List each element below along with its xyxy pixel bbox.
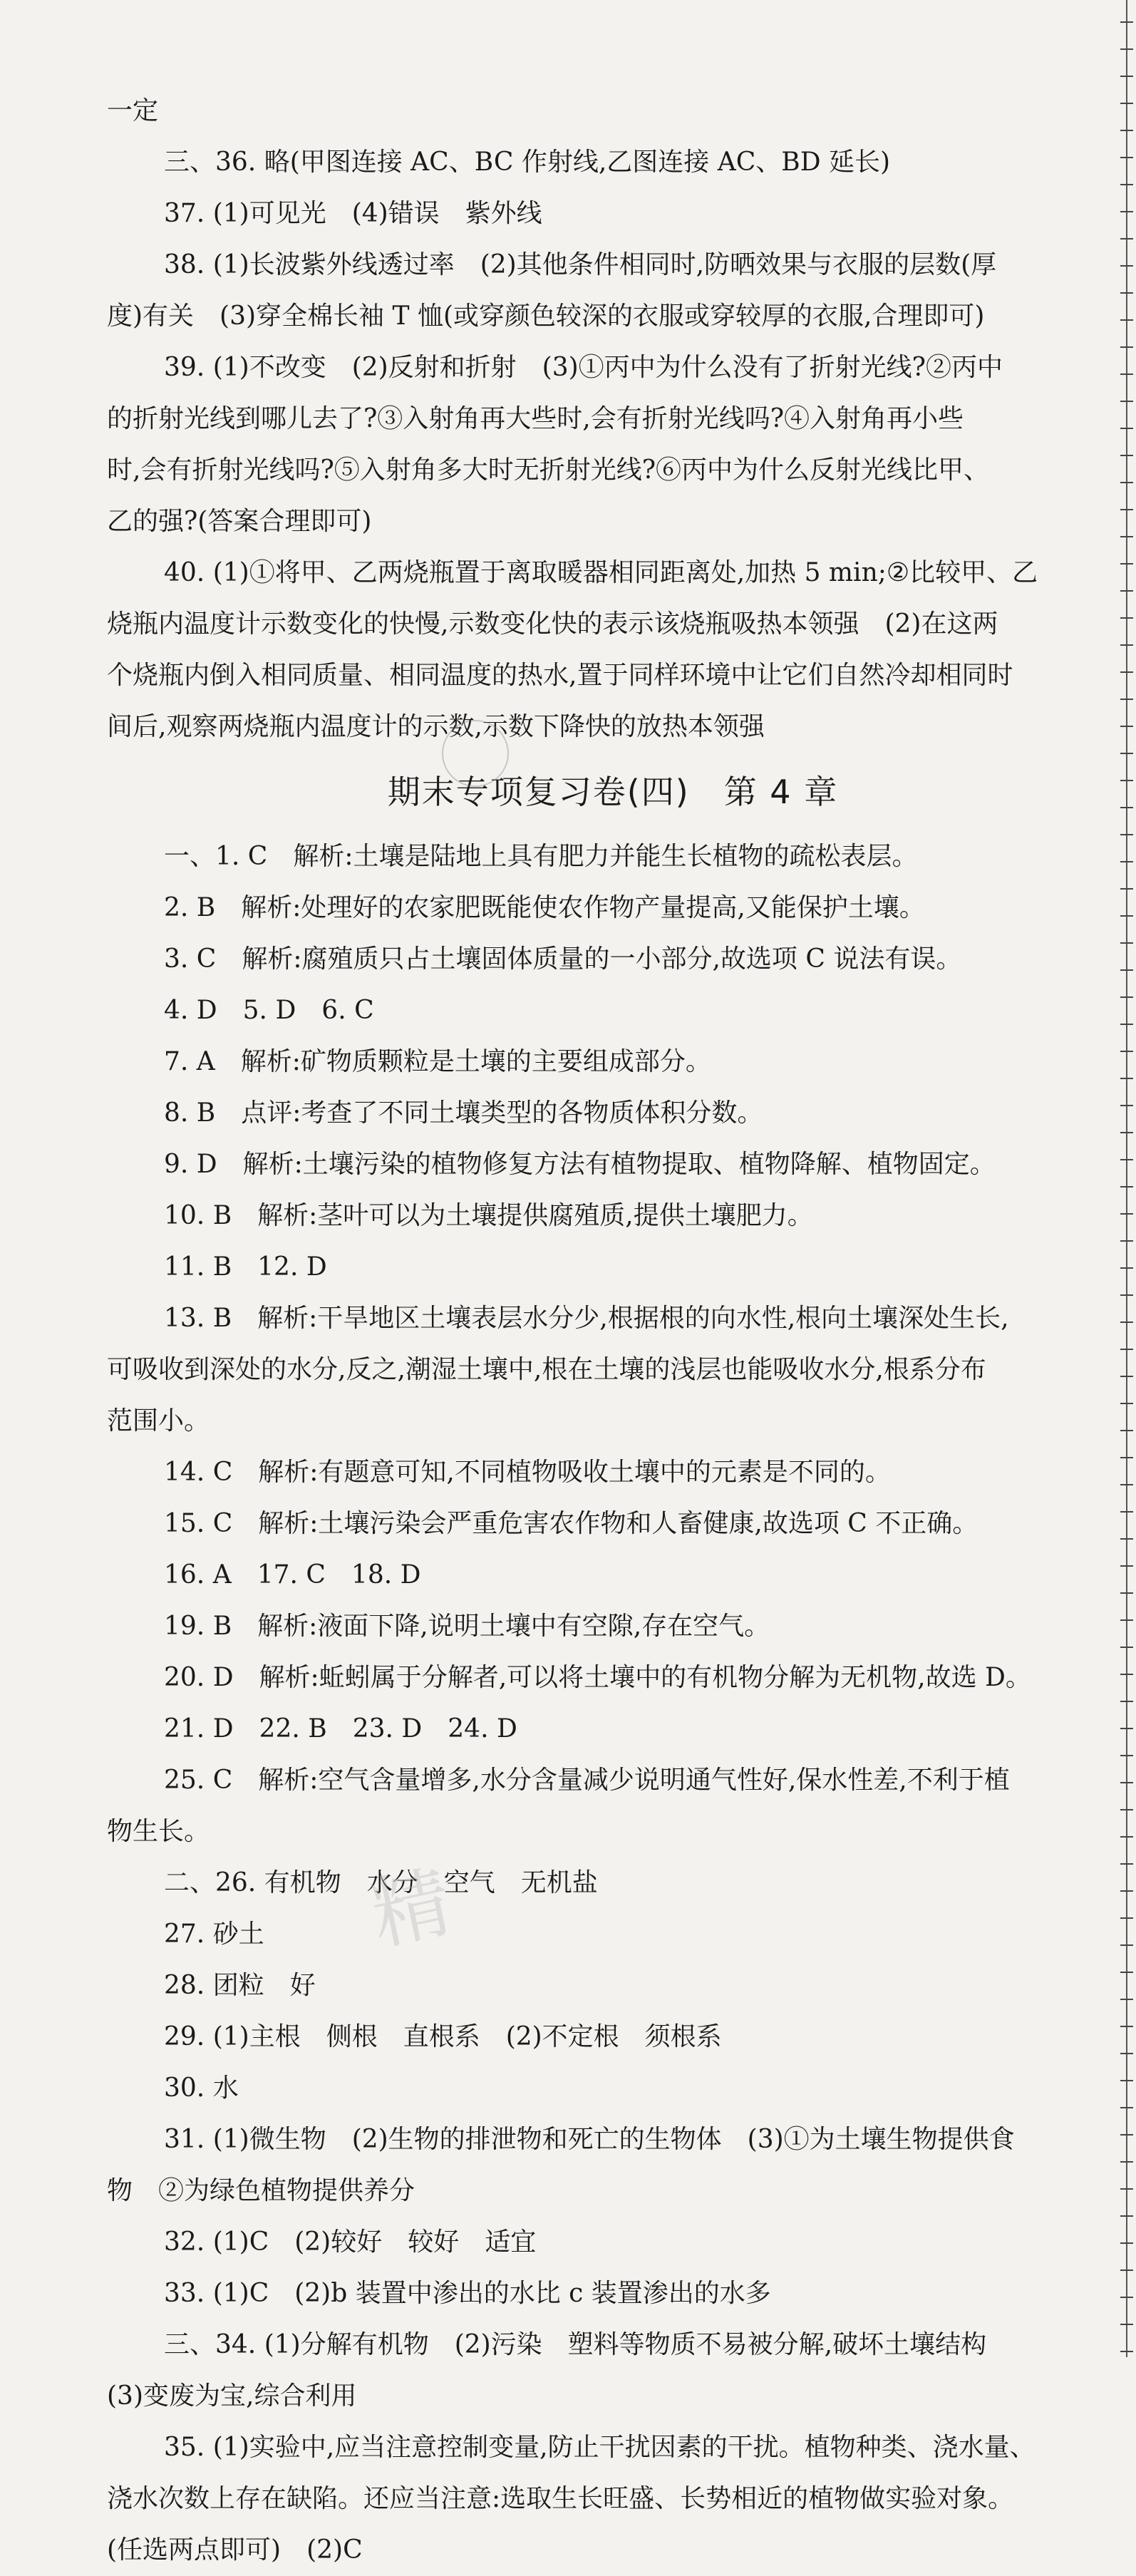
previous-chapter-answers: [107, 86, 1119, 753]
watermark-seal: [442, 720, 509, 787]
binding-tick: [1120, 2161, 1133, 2163]
answer-line: 物 ②为绿色植物提供养分: [107, 2176, 415, 2205]
binding-tick: [1120, 1755, 1133, 1756]
binding-tick: [1120, 455, 1133, 456]
binding-tick: [1120, 1565, 1133, 1567]
answer-line: 21. D 22. B 23. D 24. D: [164, 1714, 517, 1743]
answer-line: 30. 水: [164, 2073, 239, 2103]
binding-tick: [1120, 2351, 1133, 2352]
binding-tick: [1120, 1484, 1133, 1485]
answer-line: 9. D 解析:土壤污染的植物修复方法有植物提取、植物降解、植物固定。: [164, 1150, 996, 1179]
binding-tick: [1120, 1728, 1133, 1729]
binding-tick: [1120, 1457, 1133, 1458]
binding-tick: [1120, 373, 1133, 375]
binding-edge: [1117, 0, 1136, 2357]
answer-line: 25. C 解析:空气含量增多,水分含量减少说明通气性好,保水性差,不利于植: [164, 1766, 1010, 1795]
answer-content: [107, 86, 1119, 2576]
binding-tick: [1120, 2215, 1133, 2217]
binding-tick: [1120, 238, 1133, 239]
binding-tick: [1120, 969, 1133, 971]
binding-tick: [1120, 1863, 1133, 1865]
binding-tick: [1120, 942, 1133, 944]
answer-line: 一定: [107, 96, 159, 125]
binding-tick: [1120, 1647, 1133, 1648]
binding-tick: [1120, 1294, 1133, 1296]
binding-tick: [1120, 1538, 1133, 1540]
answer-line: 间后,观察两烧瓶内温度计的示数,示数下降快的放热本领强: [107, 712, 765, 741]
answer-line: 浇水次数上存在缺陷。还应当注意:选取生长旺盛、长势相近的植物做实验对象。: [107, 2484, 1014, 2513]
binding-tick: [1120, 319, 1133, 321]
answer-line: 三、36. 略(甲图连接 AC、BC 作射线,乙图连接 AC、BD 延长): [164, 148, 891, 177]
binding-tick: [1120, 2053, 1133, 2054]
binding-tick: [1120, 346, 1133, 348]
binding-tick: [1120, 834, 1133, 835]
binding-tick: [1120, 1159, 1133, 1160]
answer-line: 29. (1)主根 侧根 直根系 (2)不定根 须根系: [164, 2022, 722, 2051]
answer-line: (任选两点即可) (2)C: [107, 2535, 363, 2565]
binding-tick: [1120, 1511, 1133, 1513]
answer-line: 13. B 解析:干旱地区土壤表层水分少,根据根的向水性,根向土壤深处生长,: [164, 1304, 1009, 1333]
answer-line: 31. (1)微生物 (2)生物的排泄物和死亡的生物体 (3)①为土壤生物提供食: [164, 2125, 1015, 2154]
answer-line: 度)有关 (3)穿全棉长袖 T 恤(或穿颜色较深的衣服或穿较厚的衣服,合理即可): [107, 302, 985, 331]
binding-tick: [1120, 1944, 1133, 1946]
answer-line: 10. B 解析:茎叶可以为土壤提供腐殖质,提供土壤肥力。: [164, 1201, 813, 1230]
binding-tick: [1120, 2080, 1133, 2081]
binding-tick: [1120, 1890, 1133, 1892]
binding-tick: [1120, 617, 1133, 619]
binding-tick: [1120, 590, 1133, 592]
answer-line: 2. B 解析:处理好的农家肥既能使农作物产量提高,又能保护土壤。: [164, 893, 925, 922]
binding-tick: [1120, 1051, 1133, 1052]
binding-tick: [1120, 1322, 1133, 1323]
binding-tick: [1120, 726, 1133, 727]
binding-tick: [1120, 1836, 1133, 1838]
binding-tick: [1120, 861, 1133, 862]
binding-tick: [1120, 2324, 1133, 2325]
binding-tick: [1120, 1349, 1133, 1350]
answer-line: 14. C 解析:有题意可知,不同植物吸收土壤中的元素是不同的。: [164, 1458, 891, 1487]
binding-tick: [1120, 1592, 1133, 1594]
answer-line: 二、26. 有机物 水分 空气 无机盐: [164, 1868, 598, 1897]
answer-line: 个烧瓶内倒入相同质量、相同温度的热水,置于同样环境中让它们自然冷却相同时: [107, 661, 1013, 690]
binding-tick: [1120, 1376, 1133, 1377]
binding-tick: [1120, 1105, 1133, 1106]
binding-tick: [1120, 1999, 1133, 2000]
answer-line: 28. 团粒 好: [164, 1971, 316, 2000]
answer-line: 8. B 点评:考查了不同土壤类型的各物质体积分数。: [164, 1098, 763, 1128]
binding-tick: [1120, 699, 1133, 700]
binding-tick: [1120, 2134, 1133, 2135]
answer-line: 37. (1)可见光 (4)错误 紫外线: [164, 199, 542, 228]
chapter-4-answers: [107, 831, 1119, 2576]
binding-tick: [1120, 1403, 1133, 1404]
binding-tick: [1120, 211, 1133, 212]
binding-tick: [1120, 1267, 1133, 1269]
answer-line: 11. B 12. D: [164, 1252, 327, 1282]
answer-line: 27. 砂土: [164, 1920, 264, 1949]
binding-tick: [1120, 1809, 1133, 1810]
answer-line: 3. C 解析:腐殖质只占土壤固体质量的一小部分,故选项 C 说法有误。: [164, 944, 962, 974]
binding-tick: [1120, 2270, 1133, 2271]
binding-tick: [1120, 2297, 1133, 2298]
binding-tick: [1120, 1240, 1133, 1242]
binding-tick: [1120, 1917, 1133, 1919]
binding-tick: [1120, 509, 1133, 510]
binding-tick: [1120, 1186, 1133, 1187]
binding-tick: [1120, 1972, 1133, 1973]
binding-tick: [1120, 103, 1133, 104]
binding-tick: [1120, 996, 1133, 998]
binding-tick: [1120, 671, 1133, 673]
binding-tick: [1120, 1782, 1133, 1783]
binding-tick: [1120, 292, 1133, 294]
binding-tick: [1120, 915, 1133, 917]
binding-tick: [1120, 1132, 1133, 1133]
binding-tick: [1120, 1701, 1133, 1702]
binding-tick: [1120, 428, 1133, 429]
answer-line: 38. (1)长波紫外线透过率 (2)其他条件相同时,防晒效果与衣服的层数(厚: [164, 250, 997, 279]
binding-tick: [1120, 130, 1133, 131]
answer-line: 物生长。: [107, 1817, 210, 1846]
answer-line: 15. C 解析:土壤污染会严重危害农作物和人畜健康,故选项 C 不正确。: [164, 1509, 978, 1538]
binding-tick: [1120, 563, 1133, 565]
binding-tick: [1120, 888, 1133, 890]
answer-line: 20. D 解析:蚯蚓属于分解者,可以将土壤中的有机物分解为无机物,故选 D。: [164, 1663, 1031, 1692]
answer-line: 的折射光线到哪儿去了?③入射角再大些时,会有折射光线吗?④入射角再小些: [107, 404, 964, 433]
watermark-text: 精: [363, 1855, 459, 1962]
binding-tick: [1120, 2242, 1133, 2244]
binding-tick: [1120, 401, 1133, 402]
binding-tick: [1120, 265, 1133, 267]
answer-line: 三、34. (1)分解有机物 (2)污染 塑料等物质不易被分解,破坏土壤结构: [164, 2330, 987, 2359]
binding-tick: [1120, 76, 1133, 77]
answer-line: 33. (1)C (2)b 装置中渗出的水比 c 装置渗出的水多: [164, 2279, 771, 2308]
answer-line: 一、1. C 解析:土壤是陆地上具有肥力并能生长植物的疏松表层。: [164, 842, 918, 871]
binding-tick: [1120, 1430, 1133, 1431]
answer-line: 4. D 5. D 6. C: [164, 996, 374, 1025]
binding-tick: [1120, 1078, 1133, 1079]
binding-tick: [1120, 780, 1133, 781]
answer-line: 7. A 解析:矿物质颗粒是土壤的主要组成部分。: [164, 1047, 711, 1076]
binding-tick: [1120, 21, 1133, 23]
answer-line: (3)变废为宝,综合利用: [107, 2381, 357, 2411]
answer-line: 可吸收到深处的水分,反之,潮湿土壤中,根在土壤的浅层也能吸收水分,根系分布: [107, 1355, 986, 1384]
binding-tick: [1120, 1024, 1133, 1025]
binding-tick: [1120, 1619, 1133, 1621]
answer-line: 范围小。: [107, 1406, 210, 1436]
answer-line: 时,会有折射光线吗?⑤入射角多大时无折射光线?⑥丙中为什么反射光线比甲、: [107, 455, 990, 485]
answer-line: 39. (1)不改变 (2)反射和折射 (3)①丙中为什么没有了折射光线?②丙中: [164, 353, 1003, 382]
binding-tick: [1120, 807, 1133, 808]
binding-tick: [1120, 2188, 1133, 2190]
answer-line: 16. A 17. C 18. D: [164, 1560, 421, 1590]
answer-line: 35. (1)实验中,应当注意控制变量,防止干扰因素的干扰。植物种类、浇水量、: [164, 2433, 1036, 2462]
binding-tick: [1120, 184, 1133, 185]
answer-line: 烧瓶内温度计示数变化的快慢,示数变化快的表示该烧瓶吸热本领强 (2)在这两: [107, 609, 998, 639]
binding-tick: [1120, 753, 1133, 754]
binding-rule: [1126, 0, 1127, 2357]
binding-tick: [1120, 644, 1133, 646]
binding-tick: [1120, 536, 1133, 537]
binding-tick: [1120, 157, 1133, 158]
answer-line: 乙的强?(答案合理即可): [107, 507, 372, 536]
binding-tick: [1120, 482, 1133, 483]
answer-line: 40. (1)①将甲、乙两烧瓶置于离取暖器相同距离处,加热 5 min;②比较甲、乙: [164, 558, 1038, 587]
answer-line: 19. B 解析:液面下降,说明土壤中有空隙,存在空气。: [164, 1612, 770, 1641]
binding-tick: [1120, 48, 1133, 50]
answer-line: 32. (1)C (2)较好 较好 适宜: [164, 2227, 537, 2257]
binding-tick: [1120, 1213, 1133, 1215]
section-title: 期末专项复习卷(四) 第 4 章: [387, 773, 839, 811]
binding-tick: [1120, 2107, 1133, 2108]
binding-tick: [1120, 2026, 1133, 2027]
binding-tick: [1120, 1674, 1133, 1675]
